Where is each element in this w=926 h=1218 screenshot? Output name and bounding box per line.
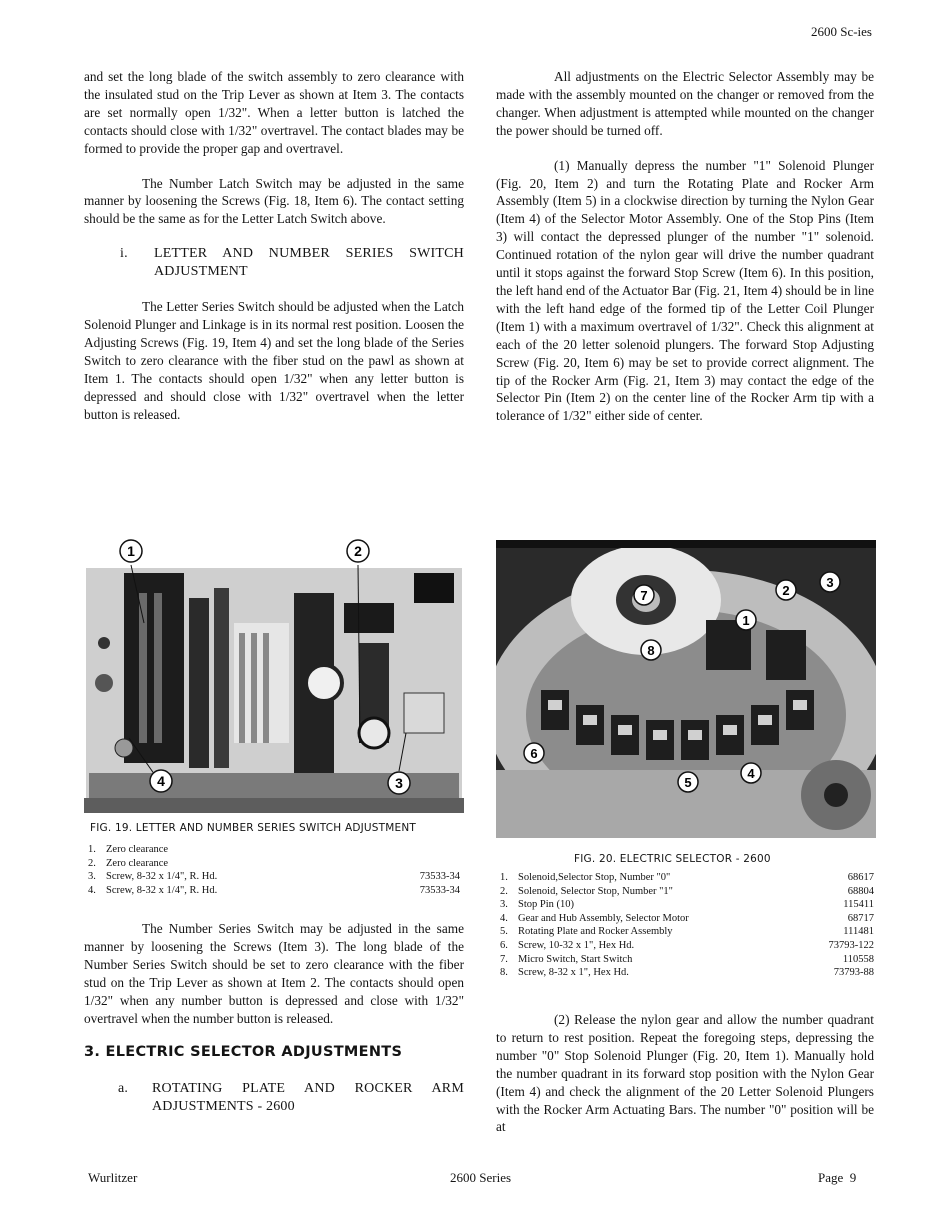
parts-row: 1. Zero clearance: [88, 844, 169, 855]
left-column-lower: [84, 920, 464, 1133]
fig19-callout: 1: [127, 543, 135, 559]
fig20-callout: 5: [684, 775, 692, 790]
fig20-callout: 7: [640, 588, 648, 603]
paragraph: (2) Release the nylon gear and allow the number quadrant to return to rest position. Repeat the foregoing steps, depressing the number "0" Stop Solenoid Plunger (Fig. 20, Item 1). Manually hold the number quadrant in its forward stop position with the Nylon Gear (Item 4) and check the alignment of the 20 Letter Solenoid Plungers with the Rocker Arm Actuating Bars. The number "0" position will be at: [496, 1012, 874, 1135]
parts-row: 2. Zero clearance: [88, 857, 169, 869]
parts-row: 6. Screw, 10-32 x 1", Hex Hd. 73793-122: [500, 939, 874, 951]
fig20-callout: 6: [530, 746, 538, 761]
fig19-callout: 2: [354, 543, 362, 559]
paragraph: The Number Latch Switch may be adjusted in the same manner by loosening the Screws (Fig. 18, Item 6). The contact setting should be the same as for the Letter Latch Switch above.: [84, 175, 464, 227]
paragraph: The Letter Series Switch should be adjusted when the Latch Solenoid Plunger and Linkage is in its normal rest position. Loosen the Adjusting Screws (Fig. 19, Item 4) and set the long blade of the Series Switch to zero clearance with the fiber stud on the pawl as shown at Item 1. The contacts should open 1/32" when any letter button is depressed and should close with 1/32" overtravel when the letter button is released.: [84, 299, 464, 422]
parts-row: 2. Solenoid, Selector Stop, Number "1" 68804: [500, 885, 874, 897]
paragraph: All adjustments on the Electric Selector Assembly may be made with the assembly mounted on the changer or removed from the changer. When adjustment is attempted while mounted on the changer the power should be turned off.: [496, 69, 874, 138]
parts-row: 4. Screw, 8-32 x 1/4", R. Hd. 73533-34: [88, 884, 460, 896]
parts-row: 3. Stop Pin (10) 115411: [500, 899, 874, 911]
paragraph: and set the long blade of the switch assembly to zero clearance with the insulated stud on the Trip Lever as shown at Item 3. The contacts are set normally open 1/32". When a letter button is latched the contacts should close with 1/32" overtravel. The contact blades may be formed to provide the proper gap and overtravel.: [84, 69, 464, 156]
running-header: 2600 Sc-ies: [810, 24, 872, 39]
subsection-title: LETTER AND NUMBER SERIES SWITCH ADJUSTMENT: [154, 246, 464, 280]
fig20-callout: 2: [782, 583, 790, 598]
footer-series: 2600 Series: [450, 1170, 512, 1185]
fig19-photo: [84, 533, 464, 813]
fig20-caption: FIG. 20. ELECTRIC SELECTOR - 2600: [574, 853, 771, 865]
subsection-number: i.: [120, 246, 128, 262]
fig20-callout: 1: [742, 613, 750, 628]
subsection-title: ROTATING PLATE AND ROCKER ARM ADJUSTMENTS - 2600: [152, 1081, 464, 1115]
section-heading: 3. ELECTRIC SELECTOR ADJUSTMENTS: [84, 1044, 403, 1061]
fig20-photo: [496, 540, 876, 838]
subsection-number: a.: [118, 1081, 129, 1097]
fig19-callout: 4: [157, 773, 165, 789]
parts-row: 1. Solenoid,Selector Stop, Number "0" 68617: [500, 872, 874, 883]
fig19-parts-list: [88, 843, 460, 897]
parts-row: 8. Screw, 8-32 x 1", Hex Hd. 73793-88: [500, 967, 874, 979]
parts-row: 5. Rotating Plate and Rocker Assembly 111481: [500, 926, 874, 938]
right-column-lower: [496, 1011, 874, 1153]
paragraph: The Number Series Switch may be adjusted in the same manner by loosening the Screws (Item 3). The long blade of the Number Series Switch should be set to zero clearance with the fiber stud on the Trip Lever as shown at Item 2. The contacts should open 1/32" when any number button is depressed and close with 1/32" overtravel when the number button is released.: [84, 921, 464, 1026]
page-number: [818, 1170, 856, 1186]
parts-row: 4. Gear and Hub Assembly, Selector Motor 68717: [500, 912, 874, 924]
right-column: [496, 68, 874, 442]
subsection-heading: [120, 245, 464, 281]
footer-brand: Wurlitzer: [88, 1170, 138, 1185]
fig20-callout: 3: [826, 575, 834, 590]
page-label: Page: [818, 1170, 844, 1185]
fig20-callout: 8: [647, 643, 655, 658]
parts-row: 7. Micro Switch, Start Switch 110558: [500, 953, 874, 965]
fig19-callout: 3: [395, 775, 403, 791]
fig20-callout: 4: [747, 766, 755, 781]
fig20-parts-list: [500, 871, 874, 980]
page-num: 9: [849, 1170, 857, 1185]
fig19-caption: FIG. 19. LETTER AND NUMBER SERIES SWITCH ADJUSTMENT: [90, 822, 417, 834]
left-column: [84, 68, 464, 440]
parts-row: 3. Screw, 8-32 x 1/4", R. Hd. 73533-34: [88, 871, 460, 883]
paragraph: (1) Manually depress the number "1" Solenoid Plunger (Fig. 20, Item 2) and turn the Rotating Plate and Rocker Arm Assembly (Item 5) in a clockwise direction by turning the Nylon Gear (Item 4) of the Selector Motor Assembly. One of the Stop Pins (Item 3) will contact the depressed plunger of the number "1" solenoid. Continued rotation of the nylon gear will drive the number quadrant until it stops against the forward Stop Screw (Item 6). In this position, the left hand end of the Actuator Bar (Fig. 21, Item 4) should be in line with the left hand edge of the formed tip of the Letter Coil Plunger (Item 1) with a maximum overtravel of 1/32". Check this alignment at each of the 20 letter solenoid plungers. The forward Stop Adjusting Screw (Fig. 20, Item 6) may be set to provide correct alignment. The tip of the Rocker Arm (Fig. 21, Item 3) may contact the edge of the Selector Pin (Item 2) on the center line of the Rocker Arm tip with a tolerance of 1/32" either side of center.: [496, 157, 874, 424]
subsection-heading: [118, 1080, 464, 1116]
